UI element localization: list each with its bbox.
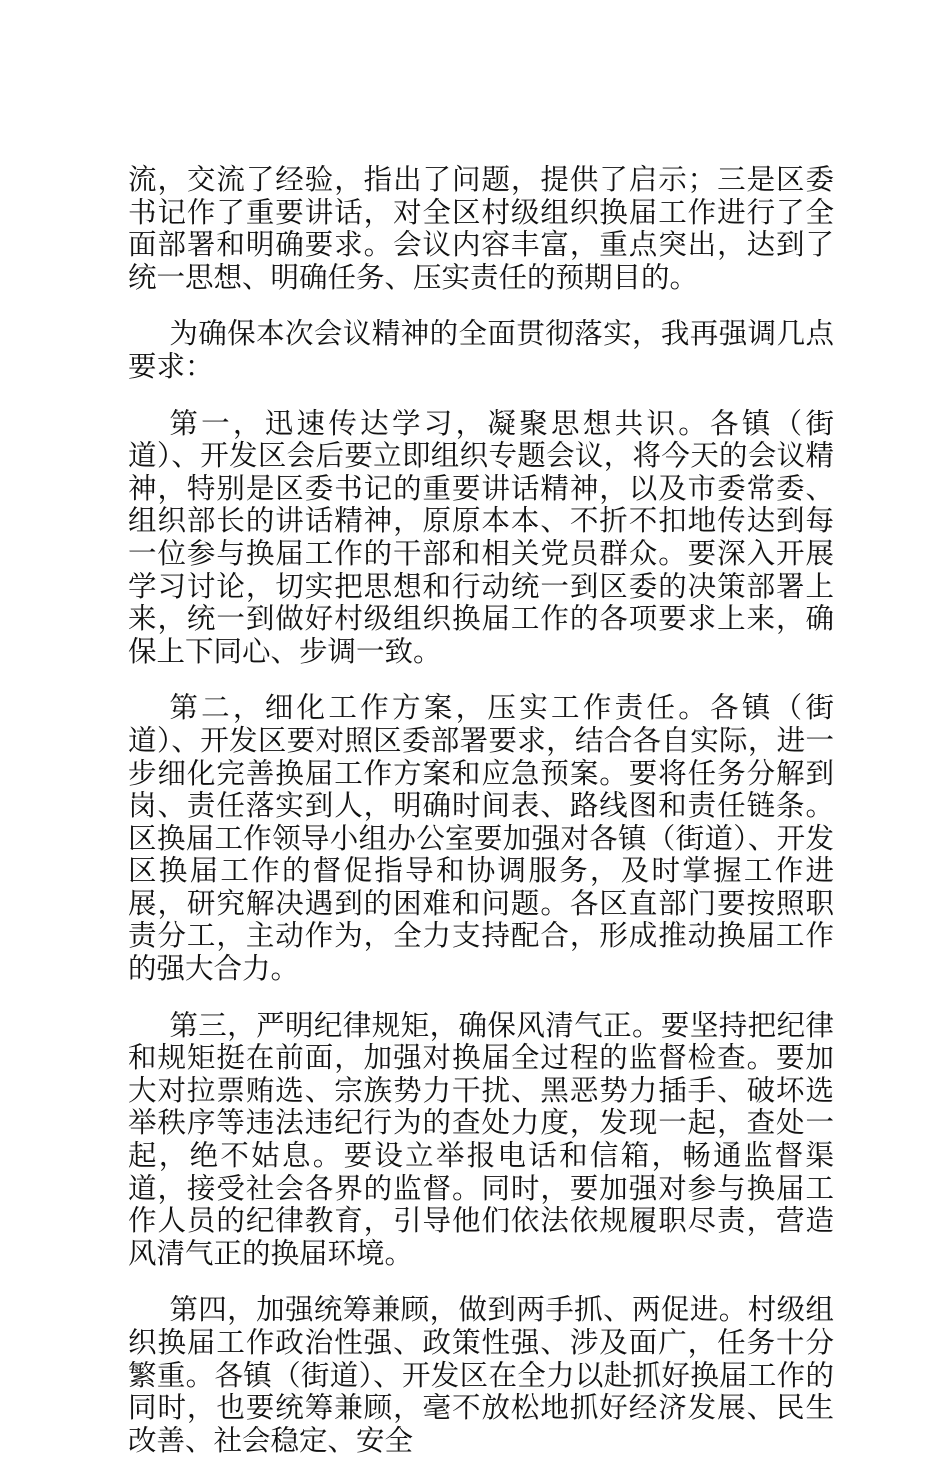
paragraph-first-requirement: 第一，迅速传达学习，凝聚思想共识。各镇（街道）、开发区会后要立即组织专题会议，将今天的会议精神，特别是区委书记的重要讲话精神，以及市委常委、组织部长的讲话精神，原原本本、不折不扣地传达到每一位参与换届工作的干部和相关党员群众。要深入开展学习讨论，切实把思想和行动统一到区委的决策部署上来，统一到做好村级组织换届工作的各项要求上来，确保上下同心、步调一致。 xyxy=(128,406,834,668)
paragraph-continuation: 流，交流了经验，指出了问题，提供了启示；三是区委书记作了重要讲话，对全区村级组织换届工作进行了全面部署和明确要求。会议内容丰富，重点突出，达到了统一思想、明确任务、压实责任的预期目的。 xyxy=(128,163,834,294)
paragraph-intro: 为确保本次会议精神的全面贯彻落实，我再强调几点要求： xyxy=(128,317,834,383)
paragraph-fourth-requirement: 第四，加强统筹兼顾，做到两手抓、两促进。村级组织换届工作政治性强、政策性强、涉及面广，任务十分繁重。各镇（街道）、开发区在全力以赴抓好换届工作的同时，也要统筹兼顾，毫不放松地抓好经济发展、民生改善、社会稳定、安全 xyxy=(128,1293,834,1457)
document-body xyxy=(128,164,834,1481)
paragraph-second-requirement: 第二，细化工作方案，压实工作责任。各镇（街道）、开发区要对照区委部署要求，结合各自实际，进一步细化完善换届工作方案和应急预案。要将任务分解到岗、责任落实到人，明确时间表、路线图和责任链条。区换届工作领导小组办公室要加强对各镇（街道）、开发区换届工作的督促指导和协调服务，及时掌握工作进展，研究解决遇到的困难和问题。各区直部门要按照职责分工，主动作为，全力支持配合，形成推动换届工作的强大合力。 xyxy=(128,691,834,986)
paragraph-third-requirement: 第三，严明纪律规矩，确保风清气正。要坚持把纪律和规矩挺在前面，加强对换届全过程的监督检查。要加大对拉票贿选、宗族势力干扰、黑恶势力插手、破坏选举秩序等违法违纪行为的查处力度，发现一起，查处一起，绝不姑息。要设立举报电话和信箱，畅通监督渠道，接受社会各界的监督。同时，要加强对参与换届工作人员的纪律教育，引导他们依法依规履职尽责，营造风清气正的换届环境。 xyxy=(128,1008,834,1270)
